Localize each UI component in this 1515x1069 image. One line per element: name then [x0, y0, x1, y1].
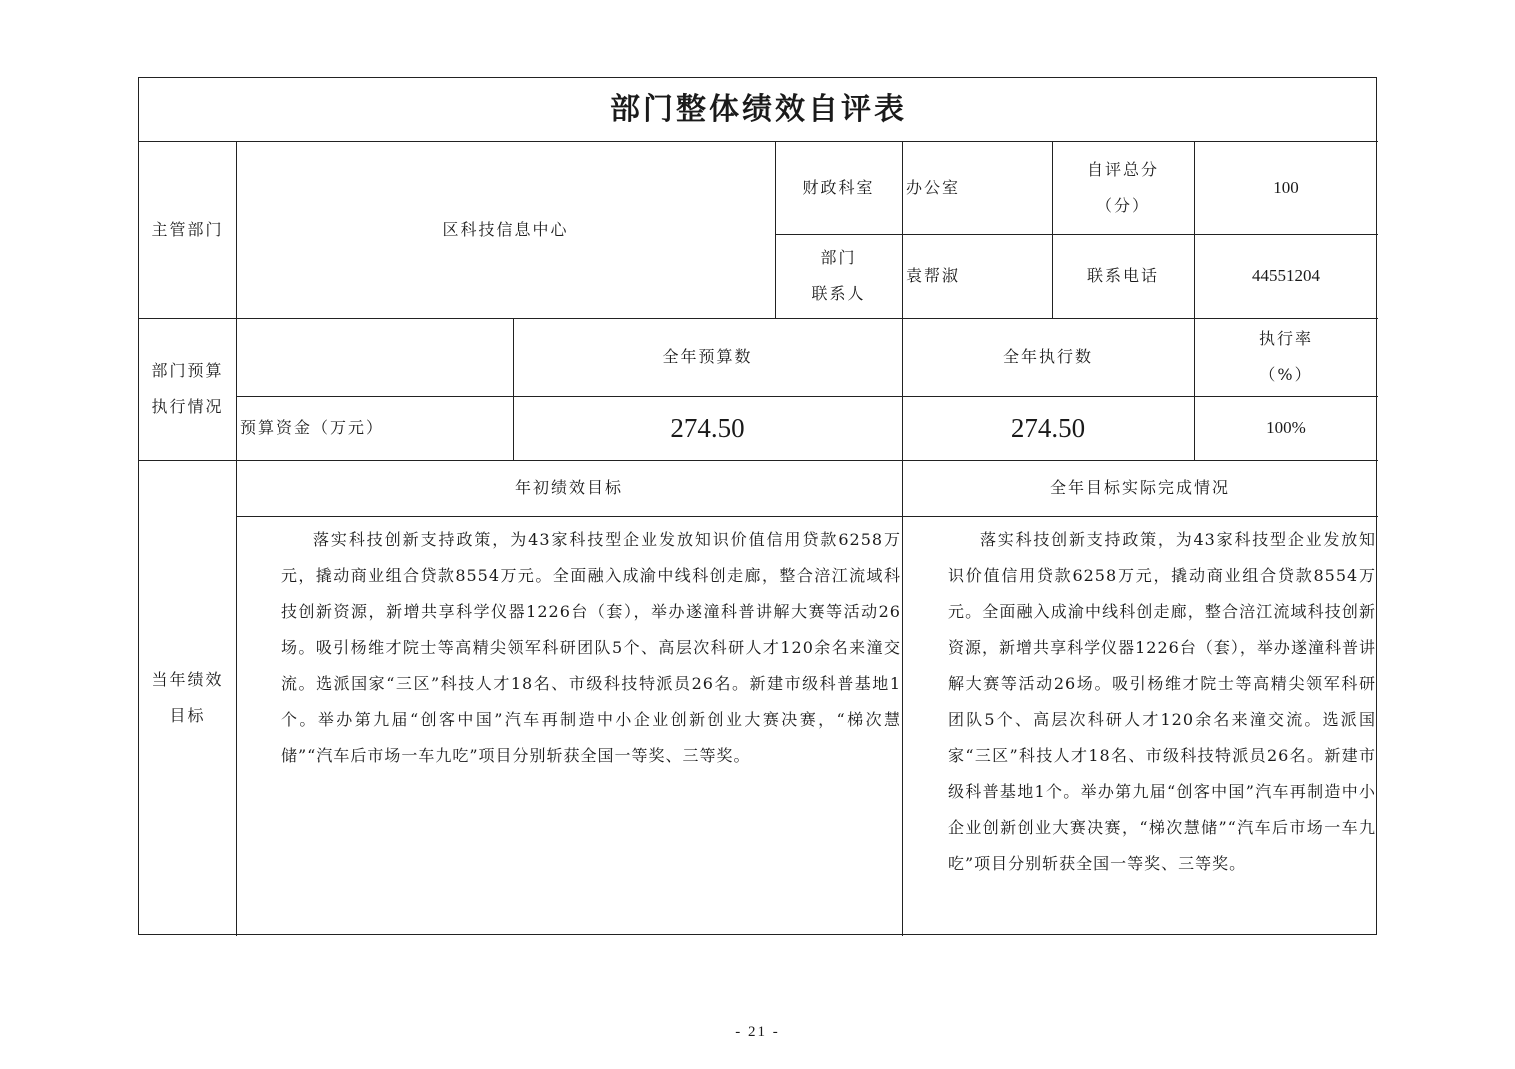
budget-section-label: 部门预算执行情况 [151, 361, 224, 416]
goals-section-label: 当年绩效目标 [151, 670, 224, 725]
rule-goals-split [902, 460, 903, 936]
rule-goals-head [236, 516, 1378, 517]
actual-completion-text: 落实科技创新支持政策，为43家科技型企业发放知识价值信用贷款6258万元，撬动商业组合贷款8554万元。全面融入成渝中线科创走廊，整合涪江流域科技创新资源，新增共享科学仪器1226台（套），举办遂潼科普讲解大赛等活动26场。吸引杨维才院士等高精尖领军科研团队5个、高层次科研人才120余名来潼交流。选派国家“三区”科技人才18名、市级科技特派员26名。新建市级科普基地1个。举办第九届“创客中国”汽车再制造中小企业创新创业大赛决赛，“梯次慧储”“汽车后市场一车九吃”项目分别斩获全国一等奖、三等奖。 [948, 530, 1376, 873]
annual-execution-value: 274.50 [1010, 413, 1086, 443]
budget-row-label: 预算资金（万元） [240, 418, 385, 437]
rate-label-line1: 执行率 [1258, 329, 1313, 348]
score-label [1052, 141, 1194, 234]
actual-completion-label: 全年目标实际完成情况 [1049, 478, 1230, 497]
contact-label-line1: 部门 [820, 248, 857, 267]
page-number: - 21 - [735, 1024, 780, 1040]
budget-header-blank [236, 318, 513, 396]
page-title: 部门整体绩效自评表 [610, 91, 907, 127]
initial-goal-label: 年初绩效目标 [514, 478, 623, 497]
finance-office-value: 办公室 [906, 177, 961, 197]
annual-budget-value: 274.50 [670, 413, 745, 443]
supervisor-value: 区科技信息中心 [442, 219, 569, 239]
execution-rate-label [1194, 318, 1378, 396]
score-label-line1: 自评总分 [1086, 159, 1159, 179]
phone-value: 44551204 [1252, 266, 1320, 285]
execution-rate-value: 100% [1266, 418, 1306, 437]
annual-execution-label: 全年执行数 [1002, 347, 1093, 366]
initial-goal-text: 落实科技创新支持政策，为43家科技型企业发放知识价值信用贷款6258万元，撬动商业组合贷款8554万元。全面融入成渝中线科创走廊，整合涪江流域科技创新资源，新增共享科学仪器1226台（套），举办遂潼科普讲解大赛等活动26场。吸引杨维才院士等高精尖领军科研团队5个、高层次科研人才120余名来潼交流。选派国家“三区”科技人才18名、市级科技特派员26名。新建市级科普基地1个。举办第九届“创客中国”汽车再制造中小企业创新创业大赛决赛，“梯次慧储”“汽车后市场一车九吃”项目分别斩获全国一等奖、三等奖。 [281, 530, 901, 765]
annual-budget-label: 全年预算数 [662, 347, 753, 366]
performance-self-evaluation-table [138, 77, 1377, 935]
contact-value: 袁帮淑 [906, 266, 961, 285]
rate-label-line2: （%） [1259, 365, 1313, 384]
contact-label [775, 234, 902, 318]
contact-label-line2: 联系人 [811, 284, 866, 303]
score-label-line2: （分） [1095, 195, 1150, 215]
finance-office-label: 财政科室 [802, 177, 875, 197]
score-value: 100 [1273, 177, 1299, 197]
phone-label: 联系电话 [1086, 266, 1159, 285]
supervisor-label: 主管部门 [151, 219, 224, 239]
